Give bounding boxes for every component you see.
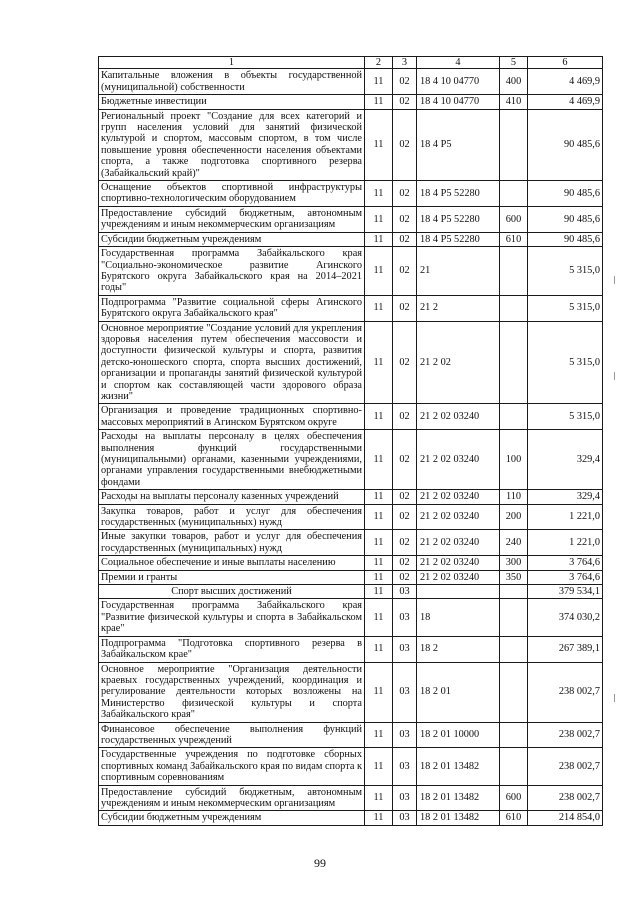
row-expense-type: 410 — [500, 95, 528, 109]
table-row — [99, 530, 603, 556]
row-expense-type: 610 — [500, 811, 528, 825]
row-amount: 1 221,0 — [528, 530, 603, 556]
row-name: Оснащение объектов спортивной инфраструктуры спортивно-технологическим оборудованием — [99, 181, 365, 207]
row-section: 11 — [365, 811, 393, 825]
scan-mark — [614, 276, 615, 284]
row-section: 11 — [365, 109, 393, 180]
row-amount: 90 485,6 — [528, 109, 603, 180]
row-subsection: 02 — [393, 295, 417, 321]
row-expense-type: 110 — [500, 490, 528, 504]
row-expense-type — [500, 404, 528, 430]
row-name: Предоставление субсидий бюджетным, автономным учреждениям и иным некоммерческим организациям — [99, 206, 365, 232]
row-section: 11 — [365, 232, 393, 246]
row-name: Капитальные вложения в объекты государственной (муниципальной) собственности — [99, 69, 365, 95]
table-row — [99, 69, 603, 95]
table-row — [99, 748, 603, 785]
row-target-item: 18 4 P5 52280 — [417, 181, 500, 207]
page-number: 99 — [314, 856, 326, 870]
row-subsection: 02 — [393, 404, 417, 430]
row-expense-type: 240 — [500, 530, 528, 556]
column-number-row — [99, 57, 603, 69]
row-subsection: 03 — [393, 748, 417, 785]
col-header-subsection: 3 — [393, 57, 417, 69]
table-row — [99, 570, 603, 584]
row-expense-type: 300 — [500, 556, 528, 570]
row-section: 11 — [365, 404, 393, 430]
row-section: 11 — [365, 95, 393, 109]
budget-table-body — [99, 57, 603, 826]
row-expense-type — [500, 247, 528, 296]
row-name: Премии и гранты — [99, 570, 365, 584]
row-target-item: 21 2 02 03240 — [417, 404, 500, 430]
row-expense-type: 200 — [500, 504, 528, 530]
row-amount: 1 221,0 — [528, 504, 603, 530]
row-name: Подпрограмма "Подготовка спортивного резерва в Забайкальском крае" — [99, 636, 365, 662]
table-row — [99, 722, 603, 748]
row-expense-type: 610 — [500, 232, 528, 246]
row-expense-type — [500, 321, 528, 404]
row-subsection: 03 — [393, 599, 417, 636]
row-subsection: 02 — [393, 232, 417, 246]
row-name: Основное мероприятие "Организация деятельности краевых государственных учреждений, координация и регулирование деятельности которых возложены на Министерство физической культуры и спорта Забайкальского края" — [99, 662, 365, 722]
row-name: Субсидии бюджетным учреждениям — [99, 232, 365, 246]
row-expense-type — [500, 295, 528, 321]
scan-mark — [614, 694, 615, 702]
budget-table — [98, 56, 603, 826]
table-row — [99, 504, 603, 530]
table-row — [99, 430, 603, 490]
row-target-item: 21 2 02 03240 — [417, 490, 500, 504]
row-section: 11 — [365, 181, 393, 207]
row-subsection: 03 — [393, 585, 417, 599]
row-target-item: 18 4 P5 52280 — [417, 232, 500, 246]
row-target-item: 18 4 10 04770 — [417, 95, 500, 109]
row-section: 11 — [365, 556, 393, 570]
row-section: 11 — [365, 599, 393, 636]
row-target-item: 18 2 01 13482 — [417, 811, 500, 825]
col-header-name: 1 — [99, 57, 365, 69]
row-name: Финансовое обеспечение выполнения функций государственных учреждений — [99, 722, 365, 748]
row-subsection: 02 — [393, 504, 417, 530]
row-amount: 5 315,0 — [528, 404, 603, 430]
row-amount: 379 534,1 — [528, 585, 603, 599]
table-row — [99, 321, 603, 404]
row-subsection: 03 — [393, 785, 417, 811]
row-amount: 267 389,1 — [528, 636, 603, 662]
row-name: Государственная программа Забайкальского края "Социально-экономическое развитие Агинского Бурятского округа Забайкальского края на 2014–2021 годы" — [99, 247, 365, 296]
row-amount: 329,4 — [528, 430, 603, 490]
row-target-item: 21 2 02 03240 — [417, 430, 500, 490]
row-target-item: 21 2 02 — [417, 321, 500, 404]
row-expense-type — [500, 722, 528, 748]
row-amount: 238 002,7 — [528, 722, 603, 748]
row-target-item: 18 4 P5 — [417, 109, 500, 180]
row-section: 11 — [365, 585, 393, 599]
row-section: 11 — [365, 430, 393, 490]
row-expense-type: 100 — [500, 430, 528, 490]
row-amount: 90 485,6 — [528, 232, 603, 246]
row-name: Подпрограмма "Развитие социальной сферы Агинского Бурятского округа Забайкальского края" — [99, 295, 365, 321]
row-name: Иные закупки товаров, работ и услуг для обеспечения государственных (муниципальных) нужд — [99, 530, 365, 556]
row-subsection: 02 — [393, 206, 417, 232]
row-name: Организация и проведение традиционных спортивно-массовых мероприятий в Агинском Бурятском округе — [99, 404, 365, 430]
row-expense-type — [500, 585, 528, 599]
row-subsection: 02 — [393, 181, 417, 207]
row-target-item: 21 2 02 03240 — [417, 504, 500, 530]
table-row — [99, 490, 603, 504]
row-amount: 214 854,0 — [528, 811, 603, 825]
row-section: 11 — [365, 504, 393, 530]
row-amount: 238 002,7 — [528, 748, 603, 785]
row-subsection: 03 — [393, 811, 417, 825]
row-name: Региональный проект "Создание для всех категорий и групп населения условий для занятий физической культурой и спортом, массовым спортом, в том числе повышение уровня обеспеченности населения объектами спорта, а также подготовка спортивного резерва (Забайкальский край)" — [99, 109, 365, 180]
row-section: 11 — [365, 722, 393, 748]
row-amount: 4 469,9 — [528, 95, 603, 109]
row-target-item: 21 — [417, 247, 500, 296]
table-row — [99, 556, 603, 570]
row-name: Спорт высших достижений — [99, 585, 365, 599]
row-section: 11 — [365, 321, 393, 404]
row-amount: 5 315,0 — [528, 321, 603, 404]
table-row — [99, 232, 603, 246]
row-target-item: 18 2 — [417, 636, 500, 662]
row-expense-type — [500, 599, 528, 636]
row-amount: 90 485,6 — [528, 181, 603, 207]
table-row — [99, 585, 603, 599]
row-name: Субсидии бюджетным учреждениям — [99, 811, 365, 825]
table-row — [99, 404, 603, 430]
row-target-item: 18 2 01 13482 — [417, 785, 500, 811]
row-expense-type: 400 — [500, 69, 528, 95]
row-target-item: 18 2 01 10000 — [417, 722, 500, 748]
row-amount: 3 764,6 — [528, 570, 603, 584]
row-amount: 90 485,6 — [528, 206, 603, 232]
table-row — [99, 181, 603, 207]
row-expense-type: 600 — [500, 785, 528, 811]
row-amount: 5 315,0 — [528, 247, 603, 296]
row-subsection: 03 — [393, 722, 417, 748]
table-row — [99, 206, 603, 232]
row-name: Государственные учреждения по подготовке сборных спортивных команд Забайкальского края по видам спорта к спортивным соревнованиям — [99, 748, 365, 785]
row-name: Государственная программа Забайкальского края "Развитие физической культуры и спорта в Забайкальском крае" — [99, 599, 365, 636]
row-expense-type — [500, 662, 528, 722]
row-subsection: 02 — [393, 490, 417, 504]
budget-page — [98, 56, 602, 826]
row-name: Предоставление субсидий бюджетным, автономным учреждениям и иным некоммерческим организациям — [99, 785, 365, 811]
table-row — [99, 247, 603, 296]
table-row — [99, 662, 603, 722]
row-expense-type — [500, 636, 528, 662]
row-subsection: 02 — [393, 556, 417, 570]
row-section: 11 — [365, 530, 393, 556]
row-subsection: 02 — [393, 321, 417, 404]
row-section: 11 — [365, 69, 393, 95]
row-expense-type — [500, 181, 528, 207]
row-amount: 238 002,7 — [528, 662, 603, 722]
row-subsection: 02 — [393, 69, 417, 95]
row-name: Закупка товаров, работ и услуг для обеспечения государственных (муниципальных) нужд — [99, 504, 365, 530]
row-target-item: 21 2 02 03240 — [417, 556, 500, 570]
row-target-item: 21 2 — [417, 295, 500, 321]
row-section: 11 — [365, 662, 393, 722]
row-subsection: 02 — [393, 530, 417, 556]
row-subsection: 03 — [393, 636, 417, 662]
row-expense-type — [500, 109, 528, 180]
row-name: Социальное обеспечение и иные выплаты населению — [99, 556, 365, 570]
row-amount: 238 002,7 — [528, 785, 603, 811]
row-name: Расходы на выплаты персоналу казенных учреждений — [99, 490, 365, 504]
row-name: Основное мероприятие "Создание условий для укрепления здоровья населения путем обеспечения массовости и доступности физической культуры и спорта, развития детско-юношеского спорта, спорта высших достижений, организации и пропаганды занятий физической культурой и спортом как составляющей части здорового образа жизни" — [99, 321, 365, 404]
row-subsection: 02 — [393, 109, 417, 180]
table-row — [99, 109, 603, 180]
row-amount: 4 469,9 — [528, 69, 603, 95]
row-expense-type: 600 — [500, 206, 528, 232]
row-section: 11 — [365, 785, 393, 811]
table-row — [99, 95, 603, 109]
row-section: 11 — [365, 206, 393, 232]
col-header-section: 2 — [365, 57, 393, 69]
table-row — [99, 785, 603, 811]
row-section: 11 — [365, 247, 393, 296]
row-target-item: 21 2 02 03240 — [417, 570, 500, 584]
row-target-item: 18 — [417, 599, 500, 636]
row-target-item: 18 4 10 04770 — [417, 69, 500, 95]
row-target-item — [417, 585, 500, 599]
row-target-item: 18 2 01 13482 — [417, 748, 500, 785]
row-name: Бюджетные инвестиции — [99, 95, 365, 109]
row-section: 11 — [365, 570, 393, 584]
row-section: 11 — [365, 490, 393, 504]
row-section: 11 — [365, 636, 393, 662]
table-row — [99, 811, 603, 825]
table-row — [99, 295, 603, 321]
row-target-item: 18 4 P5 52280 — [417, 206, 500, 232]
row-amount: 5 315,0 — [528, 295, 603, 321]
row-subsection: 02 — [393, 95, 417, 109]
table-row — [99, 636, 603, 662]
row-target-item: 21 2 02 03240 — [417, 530, 500, 556]
row-subsection: 02 — [393, 247, 417, 296]
row-subsection: 02 — [393, 570, 417, 584]
row-subsection: 03 — [393, 662, 417, 722]
col-header-expense-type: 5 — [500, 57, 528, 69]
row-amount: 374 030,2 — [528, 599, 603, 636]
col-header-amount: 6 — [528, 57, 603, 69]
row-target-item: 18 2 01 — [417, 662, 500, 722]
row-amount: 3 764,6 — [528, 556, 603, 570]
col-header-target-item: 4 — [417, 57, 500, 69]
row-name: Расходы на выплаты персоналу в целях обеспечения выполнения функций государственными (муниципальными) органами, казенными учреждениями, органами управления государственными внебюджетными фондами — [99, 430, 365, 490]
row-expense-type — [500, 748, 528, 785]
row-expense-type: 350 — [500, 570, 528, 584]
table-row — [99, 599, 603, 636]
scan-mark — [614, 372, 615, 380]
row-amount: 329,4 — [528, 490, 603, 504]
row-subsection: 02 — [393, 430, 417, 490]
row-section: 11 — [365, 748, 393, 785]
row-section: 11 — [365, 295, 393, 321]
